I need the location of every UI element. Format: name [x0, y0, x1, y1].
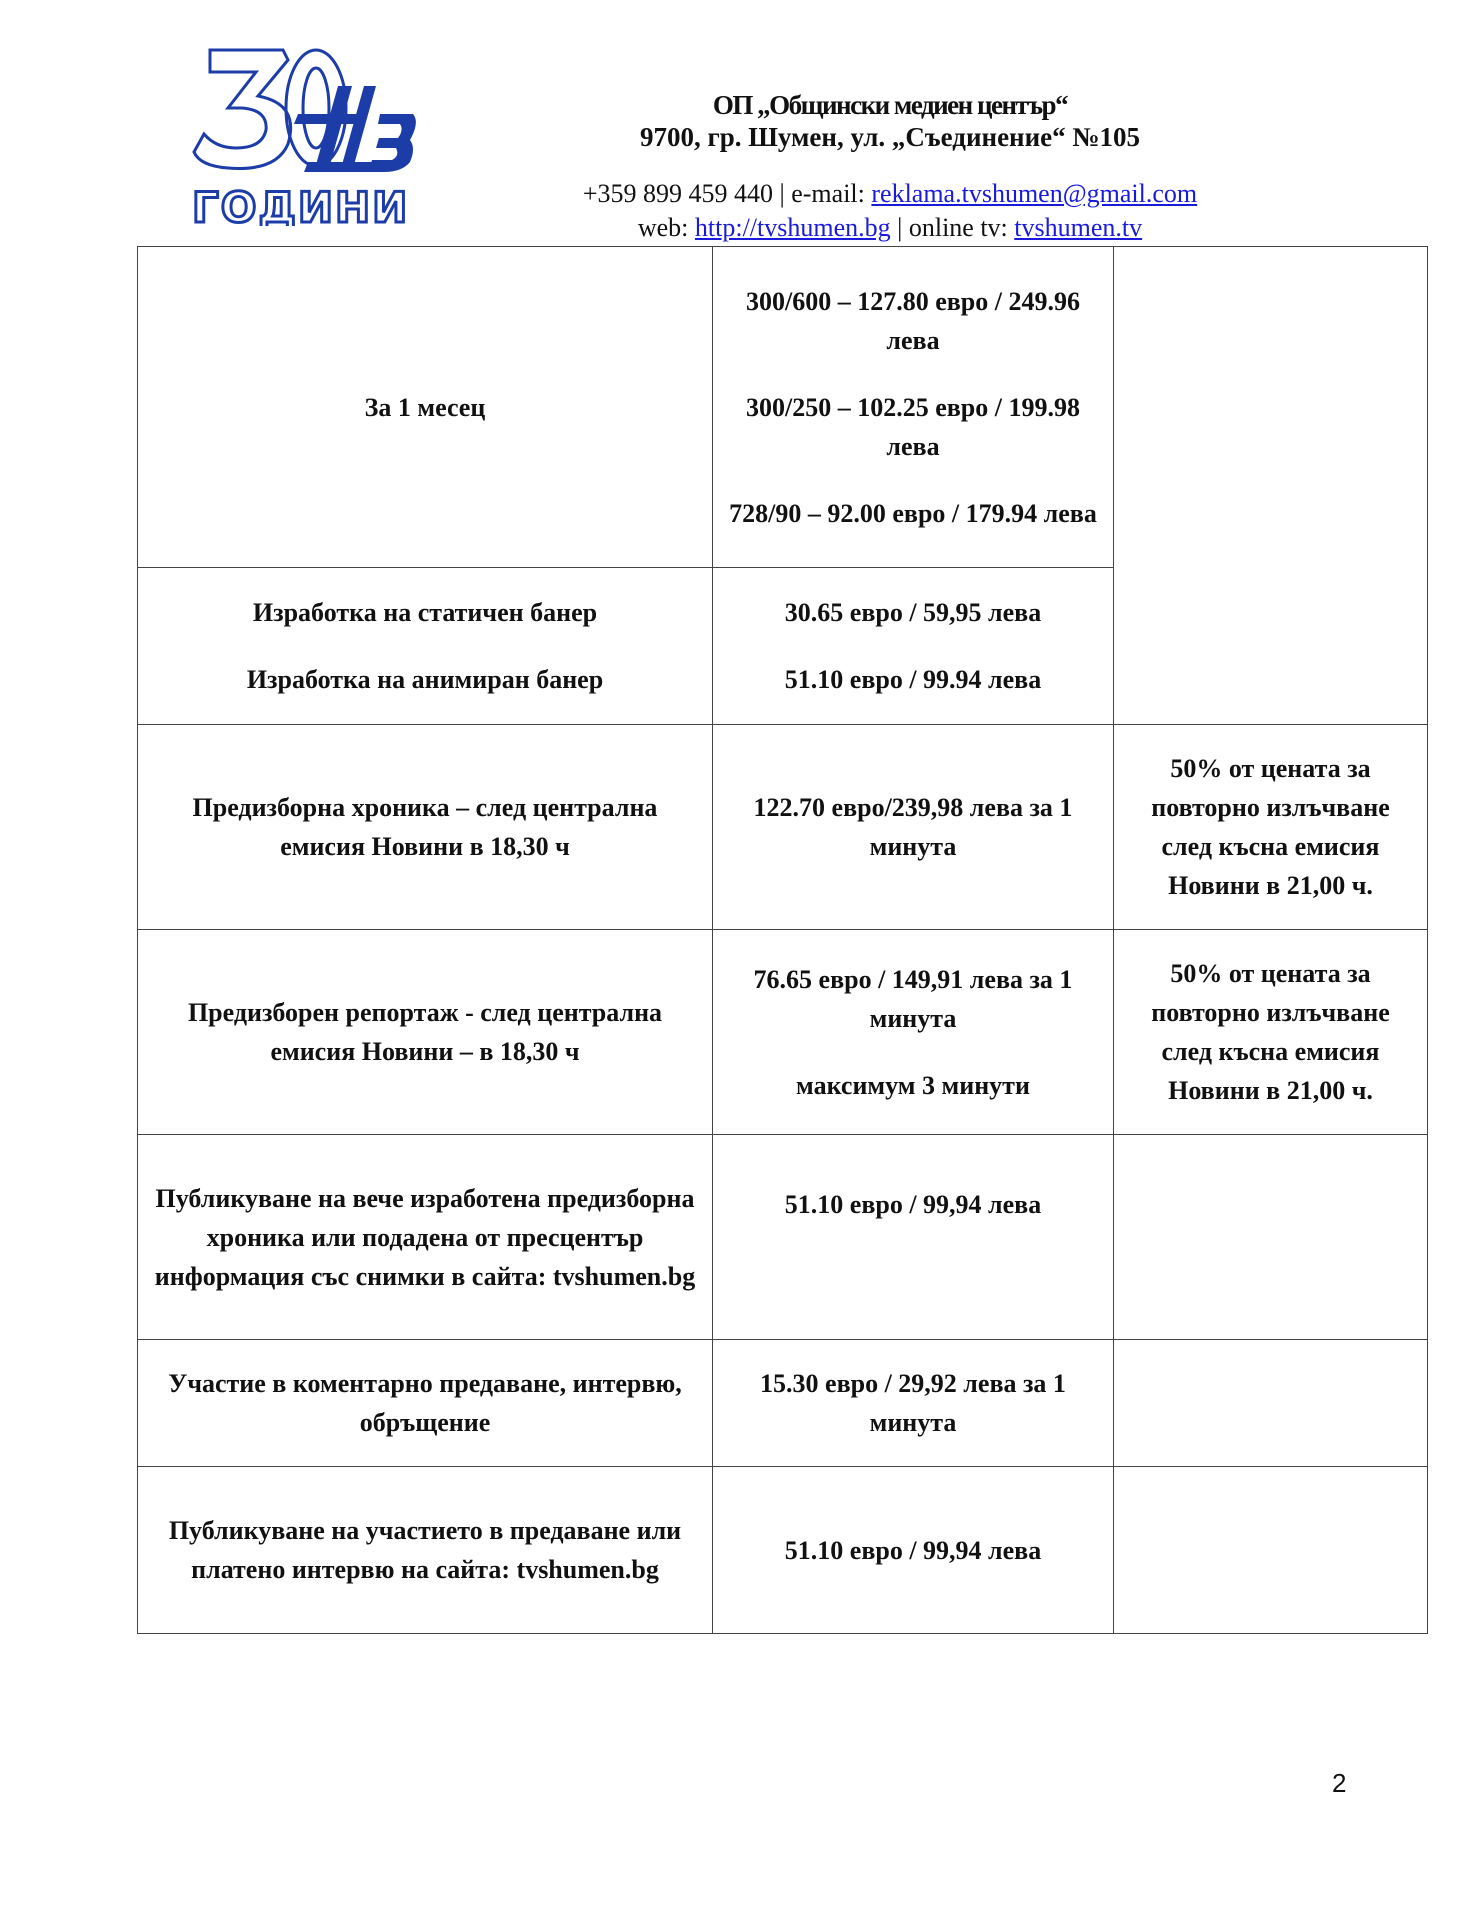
- email-link[interactable]: reklama.tvshumen@gmail.com: [871, 179, 1198, 208]
- price-text: 728/90 – 92.00 евро / 179.94 лева: [729, 498, 1097, 528]
- service-cell: [138, 568, 713, 725]
- service-cell: Публикуване на вече изработена предизборна хроника или подадена от пресцентър информация със снимки в сайта: tvshumen.bg: [138, 1135, 713, 1340]
- note-cell: 50% от цената за повторно излъчване след късна емисия Новини в 21,00 ч.: [1114, 930, 1428, 1135]
- table-row: [138, 247, 1428, 568]
- note-cell: [1114, 247, 1428, 725]
- price-cell: [713, 1467, 1114, 1634]
- table-row: [138, 1340, 1428, 1467]
- phone-text: +359 899 459 440 | e-mail:: [582, 179, 872, 208]
- price-cell: [713, 568, 1114, 725]
- price-text: 15.30 евро / 29,92 лева за 1 минута: [760, 1369, 1066, 1437]
- price-text: 300/250 – 102.25 евро / 199.98 лева: [746, 392, 1080, 461]
- table-row: [138, 930, 1428, 1135]
- price-text: максимум 3 минути: [796, 1070, 1030, 1100]
- price-table: [137, 246, 1428, 1634]
- price-cell: [713, 725, 1114, 930]
- table-row: [138, 725, 1428, 930]
- price-text: 30.65 евро / 59,95 лева: [784, 598, 1042, 627]
- service-cell: Участие в коментарно предаване, интервю, обръщение: [138, 1340, 713, 1467]
- logo-30-years-tv: [188, 44, 418, 226]
- online-tv-link[interactable]: tvshumen.tv: [1014, 213, 1143, 242]
- price-text: 51.10 евро / 99,94 лева: [784, 1190, 1042, 1219]
- service-text: Изработка на статичен банер: [252, 598, 598, 627]
- price-text: 51.10 евро / 99.94 лева: [784, 665, 1042, 694]
- price-text: 122.70 евро/239,98 лева за 1 минута: [753, 793, 1073, 861]
- price-cell: [713, 1135, 1114, 1340]
- price-cell: [713, 930, 1114, 1135]
- logo-years-text: ГОДИНИ: [192, 183, 410, 226]
- service-cell: Предизборна хроника – след централна емисия Новини в 18,30 ч: [138, 725, 713, 930]
- service-cell: Предизборен репортаж - след централна емисия Новини – в 18,30 ч: [138, 930, 713, 1135]
- table-row: [138, 1135, 1428, 1340]
- price-text: 51.10 евро / 99,94 лева: [784, 1535, 1042, 1565]
- service-text: Изработка на анимиран банер: [246, 665, 604, 694]
- price-cell: [713, 1340, 1114, 1467]
- org-name: ОП „Общински медиен център“: [712, 90, 1068, 120]
- note-cell: [1114, 1135, 1428, 1340]
- web-link[interactable]: http://tvshumen.bg: [694, 213, 891, 242]
- service-cell: Публикуване на участието в предаване или платено интервю на сайта: tvshumen.bg: [138, 1467, 713, 1634]
- web-label: web:: [637, 213, 695, 242]
- page-number: 2: [1332, 1768, 1347, 1798]
- price-text: 300/600 – 127.80 евро / 249.96 лева: [746, 286, 1080, 355]
- online-label: | online tv:: [890, 213, 1015, 242]
- web-line: [480, 213, 1300, 243]
- contact-line: [480, 179, 1300, 209]
- org-address: 9700, гр. Шумен, ул. „Съединение“ №105: [639, 122, 1141, 152]
- price-cell: [713, 247, 1114, 568]
- service-cell: За 1 месец: [138, 247, 713, 568]
- price-text: 76.65 евро / 149,91 лева за 1 минута: [753, 964, 1073, 1033]
- note-cell: [1114, 1467, 1428, 1634]
- table-row: [138, 1467, 1428, 1634]
- note-cell: [1114, 1340, 1428, 1467]
- note-cell: 50% от цената за повторно излъчване след късна емисия Новини в 21,00 ч.: [1114, 725, 1428, 930]
